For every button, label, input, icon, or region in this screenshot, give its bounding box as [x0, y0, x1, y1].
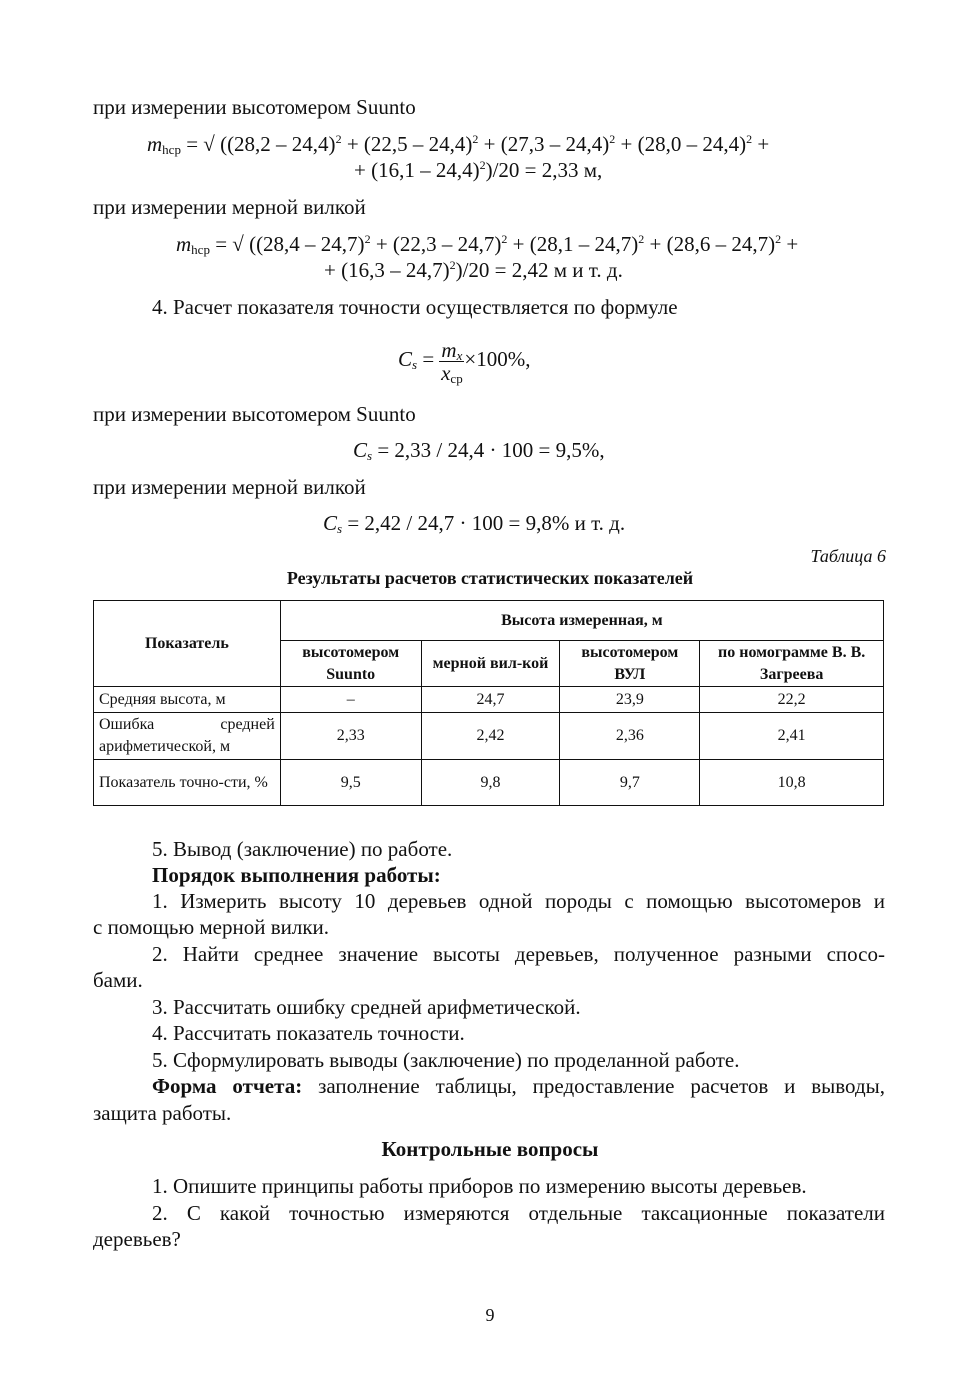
cs-symbol: C [353, 438, 368, 462]
fraction-numerator [439, 339, 464, 362]
fraction [439, 339, 464, 384]
fraction-denominator [439, 362, 464, 384]
procedure-3: 3. Рассчитать ошибку средней арифметической. [152, 995, 581, 1019]
cs-symbol: C [323, 511, 338, 535]
formula-part: )/20 = 2,42 м и т. д. [455, 258, 623, 282]
table-row [94, 687, 884, 713]
exponent: 2 [335, 132, 342, 146]
cs-subscript: s [367, 448, 373, 463]
cell: 2,42 [421, 713, 560, 760]
intro-suunto-2: при измерении высотомером Suunto [93, 402, 416, 426]
cs-subscript: s [337, 521, 343, 536]
cell: 2,41 [700, 713, 884, 760]
formula-part: + (16,1 – 24,4) [354, 158, 480, 182]
row-label: Средняя высота, м [94, 687, 281, 713]
exponent: 2 [364, 232, 371, 246]
formula-part: + (28,6 – 24,7) [644, 232, 776, 256]
cell: – [280, 687, 421, 713]
formula-part: + (22,5 – 24,4) [341, 132, 473, 156]
subheader-suunto: высотомером Suunto [280, 641, 421, 687]
formula-part: + [781, 232, 799, 256]
subheader-nomogram: по номограмме В. В. Загреева [700, 641, 884, 687]
formula-part: + (16,3 – 24,7) [324, 258, 450, 282]
cs-symbol: C [398, 347, 413, 371]
table-header-row [94, 601, 884, 641]
report-label: Форма отчета: [152, 1074, 303, 1098]
procedure-1a: 1. Измерить высоту 10 деревьев одной породы с помощью высотомеров и [152, 889, 885, 913]
formula-part: = √ ((28,2 – 24,4) [186, 132, 336, 156]
cell: 9,8 [421, 760, 560, 806]
formula-suunto-line2 [354, 157, 602, 183]
m-subscript: hср [162, 142, 181, 157]
formula-fork-line2 [324, 257, 623, 283]
header-indicator: Показатель [94, 601, 281, 687]
exponent: 2 [775, 232, 782, 246]
exponent: 2 [479, 158, 486, 172]
m-symbol: m [176, 232, 192, 256]
exponent: 2 [746, 132, 753, 146]
formula-part: = 2,42 / 24,7 · 100 = 9,8% и т. д. [342, 511, 626, 535]
procedure-4: 4. Рассчитать показатель точности. [152, 1021, 465, 1045]
formula-tail: ×100%, [464, 347, 531, 371]
formula-part: + (22,3 – 24,7) [370, 232, 502, 256]
cell: 9,5 [280, 760, 421, 806]
step-4: 4. Расчет показателя точности осуществляется по формуле [152, 295, 678, 319]
page-number: 9 [485, 1305, 495, 1325]
cell: 2,36 [560, 713, 700, 760]
step-5: 5. Вывод (заключение) по работе. [152, 837, 453, 861]
m-symbol: m [147, 132, 163, 156]
row-label: Показатель точно-сти, % [94, 760, 281, 806]
question-2a: 2. С какой точностью измеряются отдельные таксационные показатели [152, 1201, 885, 1225]
equals-sign: = [417, 347, 440, 371]
cell: 24,7 [421, 687, 560, 713]
intro-fork-2: при измерении мерной вилкой [93, 475, 366, 499]
results-table [93, 600, 884, 806]
formula-part: + (27,3 – 24,4) [478, 132, 610, 156]
header-group: Высота измеренная, м [280, 601, 883, 641]
procedure-title: Порядок выполнения работы: [152, 863, 441, 887]
question-2b: деревьев? [93, 1227, 181, 1251]
procedure-2a: 2. Найти среднее значение высоты деревьев, полученное разными спосо- [152, 942, 885, 966]
formula-part: = √ ((28,4 – 24,7) [215, 232, 365, 256]
cs-formula [398, 330, 530, 388]
questions-title: Контрольные вопросы [381, 1137, 599, 1161]
cell: 2,33 [280, 713, 421, 760]
cs-fork [323, 510, 625, 536]
denominator-x: x [441, 360, 451, 385]
table-title: Результаты расчетов статистических показателей [286, 568, 694, 588]
cs-suunto [353, 437, 605, 463]
report-line [93, 1073, 885, 1099]
intro-fork-1: при измерении мерной вилкой [93, 195, 366, 219]
subheader-vul: высотомером ВУЛ [560, 641, 700, 687]
procedure-1b: с помощью мерной вилки. [93, 915, 330, 939]
formula-suunto-line1 [147, 131, 769, 157]
procedure-5: 5. Сформулировать выводы (заключение) по проделанной работе. [152, 1048, 740, 1072]
formula-part: + [752, 132, 770, 156]
subheader-fork: мерной вил-кой [421, 641, 560, 687]
procedure-2b: бами. [93, 968, 143, 992]
cell: 22,2 [700, 687, 884, 713]
report-text: заполнение таблицы, предоставление расчетов и выводы, [302, 1074, 885, 1098]
formula-fork-line1 [176, 231, 798, 257]
denominator-sub: ср [450, 370, 463, 386]
row-label: Ошибка средней арифметической, м [94, 713, 281, 760]
exponent: 2 [449, 258, 456, 272]
table-row [94, 760, 884, 806]
formula-part: + (28,0 – 24,4) [615, 132, 747, 156]
exponent: 2 [609, 132, 616, 146]
question-1: 1. Опишите принципы работы приборов по измерению высоты деревьев. [152, 1174, 807, 1198]
cell: 23,9 [560, 687, 700, 713]
exponent: 2 [638, 232, 645, 246]
formula-part: + (28,1 – 24,7) [507, 232, 639, 256]
formula-part: )/20 = 2,33 м, [485, 158, 603, 182]
exponent: 2 [501, 232, 508, 246]
formula-part: = 2,33 / 24,4 · 100 = 9,5%, [372, 438, 605, 462]
intro-suunto-1: при измерении высотомером Suunto [93, 95, 416, 119]
m-subscript: hср [191, 242, 210, 257]
table-row [94, 713, 884, 760]
cs-subscript: s [412, 357, 418, 372]
report-line-2: защита работы. [93, 1101, 232, 1125]
cell: 9,7 [560, 760, 700, 806]
exponent: 2 [472, 132, 479, 146]
numerator-sub: x [456, 347, 463, 363]
table-label: Таблица 6 [810, 546, 886, 566]
cell: 10,8 [700, 760, 884, 806]
numerator-m: m [441, 337, 457, 362]
